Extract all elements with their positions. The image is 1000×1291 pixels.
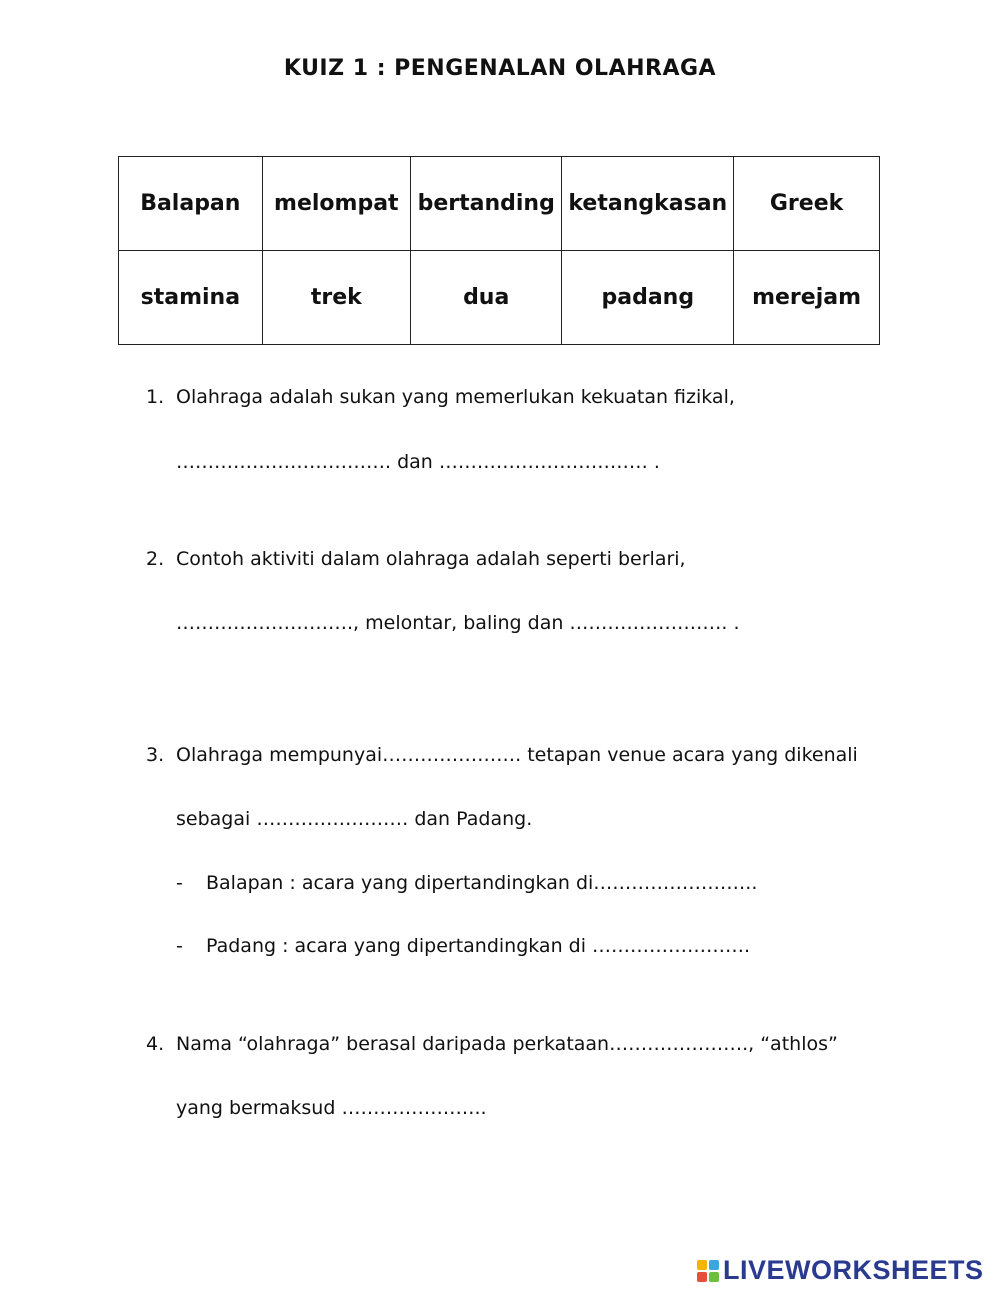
question-text: Contoh aktiviti dalam olahraga adalah seperti berlari, xyxy=(176,548,686,570)
question-number: 1. xyxy=(146,386,165,408)
word-cell: merejam xyxy=(734,251,880,345)
bullet-dash: - xyxy=(176,872,183,894)
question-text[interactable]: Olahraga mempunyai…………………. tetapan venue acara yang dikenali xyxy=(176,744,858,766)
fill-in-blank-line[interactable]: Padang : acara yang dipertandingkan di ……………………. xyxy=(206,935,751,957)
word-bank-table xyxy=(118,156,880,345)
word-cell: padang xyxy=(562,251,734,345)
word-bank-row xyxy=(119,157,880,251)
question-number: 3. xyxy=(146,744,165,766)
page-title: KUIZ 1 : PENGENALAN OLAHRAGA xyxy=(283,56,717,81)
word-cell: melompat xyxy=(262,157,410,251)
fill-in-blank-line[interactable]: ………………………., melontar, baling dan ……………………. . xyxy=(176,612,740,634)
bullet-dash: - xyxy=(176,935,183,957)
word-cell: trek xyxy=(262,251,410,345)
fill-in-blank-line[interactable]: ……………………………. dan …………………………… . xyxy=(176,451,660,473)
word-cell: Balapan xyxy=(119,157,263,251)
question-text: Olahraga adalah sukan yang memerlukan kekuatan fizikal, xyxy=(176,386,735,408)
logo-blocks-icon xyxy=(697,1260,719,1282)
logo-text: LIVEWORKSHEETS xyxy=(723,1255,984,1285)
fill-in-blank-line[interactable]: yang bermaksud ………………….. xyxy=(176,1097,487,1119)
word-cell: ketangkasan xyxy=(562,157,734,251)
question-number: 4. xyxy=(146,1033,165,1055)
question-number: 2. xyxy=(146,548,165,570)
question-text[interactable]: Nama “olahraga” berasal daripada perkataan…………………., “athlos” xyxy=(176,1033,838,1055)
word-cell: bertanding xyxy=(410,157,562,251)
word-cell: Greek xyxy=(734,157,880,251)
liveworksheets-logo xyxy=(697,1255,984,1286)
fill-in-blank-line[interactable]: Balapan : acara yang dipertandingkan di…………………….. xyxy=(206,872,758,894)
word-bank-row xyxy=(119,251,880,345)
word-cell: stamina xyxy=(119,251,263,345)
fill-in-blank-line[interactable]: sebagai …………………… dan Padang. xyxy=(176,808,533,830)
word-cell: dua xyxy=(410,251,562,345)
